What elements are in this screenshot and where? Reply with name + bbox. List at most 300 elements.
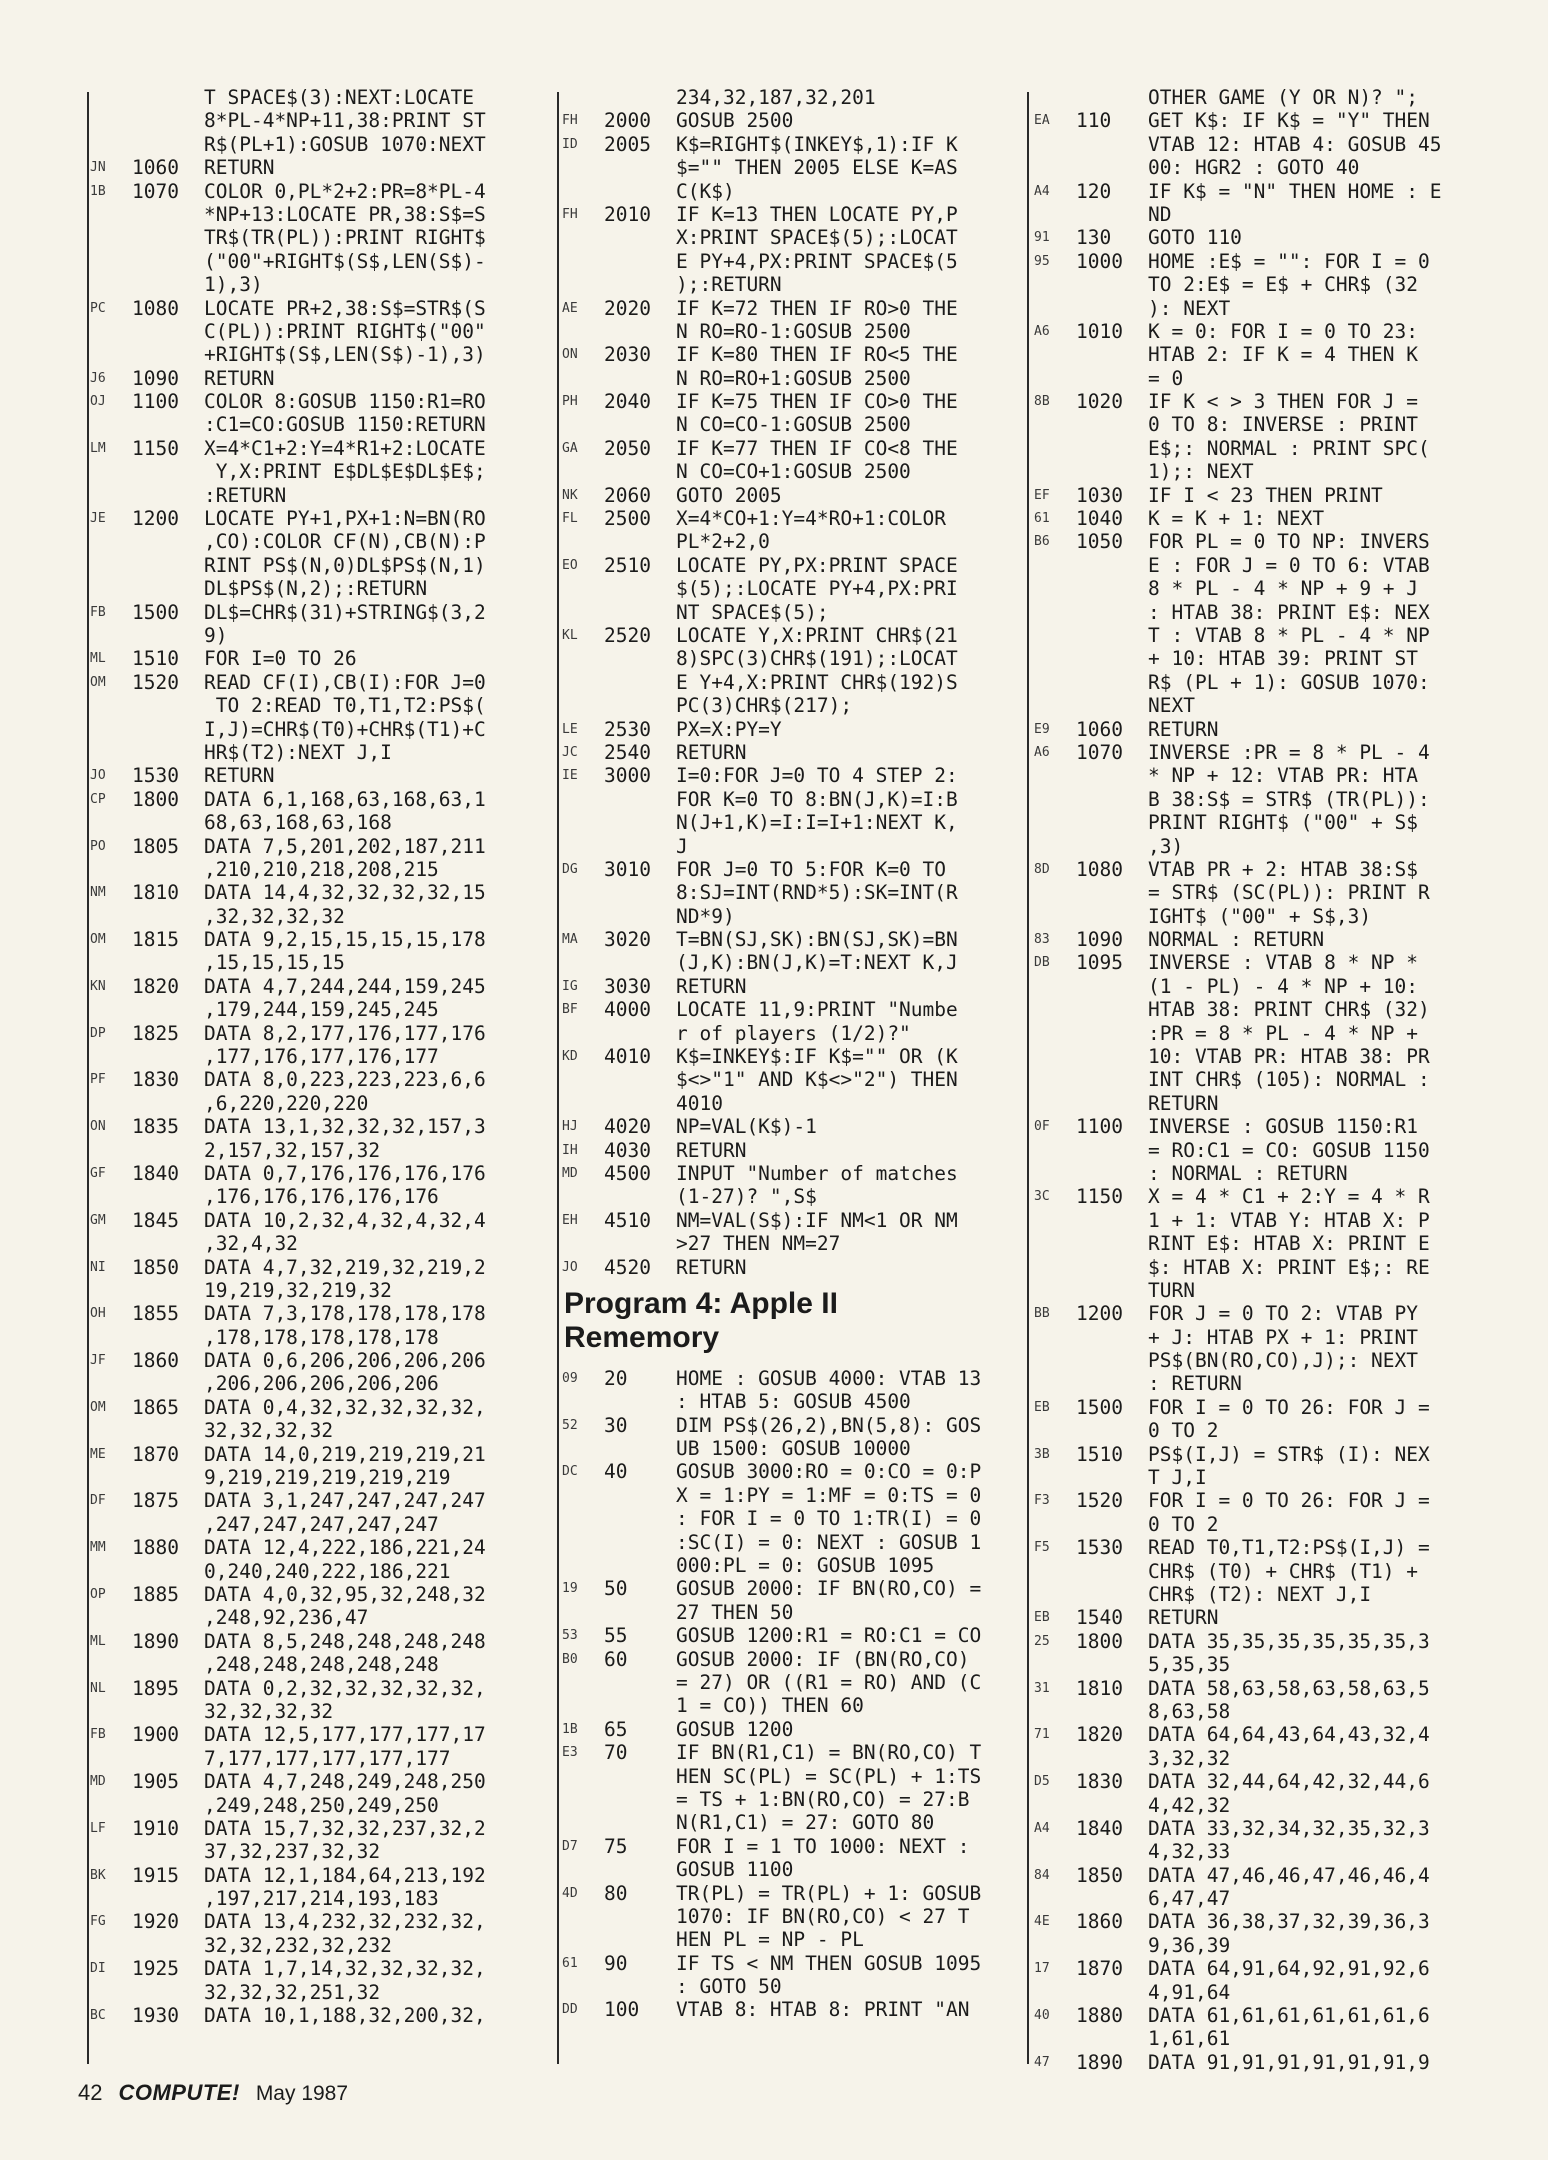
line-number: 1905 [132,1770,179,1794]
checksum: BC [90,2008,106,2024]
code-line [90,1162,550,1185]
code-line [562,320,1017,343]
code-text: 9) [204,623,228,647]
code-text: 00: HGR2 : GOTO 40 [1148,156,1360,180]
line-number: 70 [604,1741,628,1765]
line-number: 4000 [604,998,651,1022]
code-line [562,390,1017,413]
code-line [562,577,1017,600]
code-line [90,1653,550,1676]
code-line [562,1022,1017,1045]
code-text: DATA 61,61,61,61,61,61,6 [1148,2004,1430,2028]
line-number: 1520 [132,670,179,694]
column-rule-middle [557,92,559,2064]
code-line [1034,1349,1514,1372]
code-line [562,460,1017,483]
code-text: (1 - PL) - 4 * NP + 10: [1148,974,1419,998]
checksum: EO [562,557,578,573]
line-number: 4510 [604,1208,651,1232]
code-line [1034,1560,1514,1583]
code-line [562,694,1017,717]
code-text: NM=VAL(S$):IF NM<1 OR NM [676,1208,958,1232]
code-line [562,1390,1017,1413]
checksum: FL [562,511,578,527]
code-text: 5,35,35 [1148,1653,1231,1677]
code-line [1034,1817,1514,1840]
line-number: 1915 [132,1863,179,1887]
code-text: (J,K):BN(J,K)=T:NEXT K,J [676,951,958,975]
code-line [1034,1139,1514,1162]
code-line [1034,180,1514,203]
line-number: 1500 [132,600,179,624]
code-line [90,1115,550,1138]
code-line [1034,1630,1514,1653]
code-text: ,32,32,32,32 [204,904,345,928]
code-line [1034,1232,1514,1255]
code-text: GOTO 110 [1148,226,1242,250]
code-line [562,741,1017,764]
line-number: 1150 [132,436,179,460]
code-text: K$=INKEY$:IF K$="" OR (K [676,1045,958,1069]
listing-column-2 [562,86,1017,2022]
checksum: BF [562,1002,578,1018]
code-line [562,109,1017,132]
code-line [90,718,550,741]
code-line [1034,1045,1514,1068]
code-line [90,1723,550,1746]
code-text: DATA 8,5,248,248,248,248 [204,1629,486,1653]
checksum: ML [90,651,106,667]
code-line [1034,577,1514,600]
code-text: DATA 12,4,222,186,221,24 [204,1536,486,1560]
checksum: JF [90,1353,106,1369]
code-text: DATA 58,63,58,63,58,63,5 [1148,1676,1430,1700]
line-number: 1855 [132,1302,179,1326]
code-line [562,975,1017,998]
code-text: R$(PL+1):GOSUB 1070:NEXT [204,132,486,156]
code-text: 8)SPC(3)CHR$(191);:LOCAT [676,647,958,671]
line-number: 1050 [1076,530,1123,554]
checksum: EA [1034,113,1050,129]
code-text: INVERSE : VTAB 8 * NP * [1148,951,1419,975]
code-text: COLOR 8:GOSUB 1150:R1=RO [204,390,486,414]
code-text: GOSUB 2000: IF (BN(RO,CO) [676,1647,970,1671]
line-number: 1030 [1076,483,1123,507]
code-text: :SC(I) = 0: NEXT : GOSUB 1 [676,1530,982,1554]
code-text: DATA 10,1,188,32,200,32, [204,2004,486,2028]
code-text: IF K$ = "N" THEN HOME : E [1148,179,1442,203]
code-line [1034,1840,1514,1863]
code-text: E : FOR J = 0 TO 6: VTAB [1148,553,1430,577]
code-text: = RO:C1 = CO: GOSUB 1150 [1148,1138,1430,1162]
code-line [562,1624,1017,1647]
code-text: I=0:FOR J=0 TO 4 STEP 2: [676,764,958,788]
code-line [90,413,550,436]
line-number: 2500 [604,507,651,531]
code-line [562,413,1017,436]
code-line [562,998,1017,1021]
checksum: FH [562,206,578,222]
code-text: K = K + 1: NEXT [1148,507,1325,531]
checksum: PC [90,300,106,316]
code-line [90,133,550,156]
code-text: $(5);:LOCATE PY+4,PX:PRI [676,577,958,601]
code-line [562,1601,1017,1624]
code-line [90,1326,550,1349]
line-number: 60 [604,1647,628,1671]
code-text: ,32,4,32 [204,1232,298,1256]
code-line [1034,1256,1514,1279]
checksum: LF [90,1820,106,1836]
code-text: 6,47,47 [1148,1887,1231,1911]
code-line [1034,507,1514,530]
code-line [1034,1606,1514,1629]
code-line [1034,2004,1514,2027]
checksum: 3C [1034,1189,1050,1205]
code-text: NT SPACE$(5); [676,600,829,624]
line-number: 1530 [132,764,179,788]
code-line [90,1349,550,1372]
code-line [90,998,550,1021]
checksum: JN [90,160,106,176]
line-number: 20 [604,1366,628,1390]
line-number: 2540 [604,740,651,764]
code-line [1034,156,1514,179]
checksum: DC [562,1464,578,1480]
code-text: DATA 36,38,37,32,39,36,3 [1148,1910,1430,1934]
code-text: ,206,206,206,206,206 [204,1372,439,1396]
code-text: N RO=RO-1:GOSUB 2500 [676,319,911,343]
code-line [562,624,1017,647]
code-line [562,718,1017,741]
line-number: 1890 [132,1629,179,1653]
checksum: DD [562,2002,578,2018]
code-line [90,367,550,390]
code-line [90,601,550,624]
code-text: DATA 0,2,32,32,32,32,32, [204,1676,486,1700]
code-line [90,1957,550,1980]
issue-date: May 1987 [255,2082,349,2105]
line-number: 1900 [132,1723,179,1747]
code-line [562,1092,1017,1115]
line-number: 1840 [132,1161,179,1185]
code-line [1034,1162,1514,1185]
checksum: 47 [1034,2054,1050,2070]
code-text: 27 THEN 50 [676,1600,794,1624]
code-line [90,881,550,904]
line-number: 1100 [1076,1115,1123,1139]
code-text: VTAB 8: HTAB 8: PRINT "AN [676,1998,970,2022]
code-line [1034,1419,1514,1442]
code-line [1034,1466,1514,1489]
code-line [1034,460,1514,483]
code-text: 1 + 1: VTAB Y: HTAB X: P [1148,1208,1430,1232]
checksum: 09 [562,1370,578,1386]
code-line [562,226,1017,249]
code-text: HEN SC(PL) = SC(PL) + 1:TS [676,1764,982,1788]
line-number: 1090 [1076,928,1123,952]
line-number: 2005 [604,132,651,156]
line-number: 4520 [604,1255,651,1279]
code-line [1034,647,1514,670]
code-text: 1070: IF BN(RO,CO) < 27 T [676,1904,970,1928]
line-number: 1880 [132,1536,179,1560]
code-text: 19,219,32,219,32 [204,1278,392,1302]
code-text: CHR$ (T2): NEXT J,I [1148,1583,1372,1606]
code-text: );:RETURN [676,273,782,297]
code-text: GOSUB 2000: IF BN(RO,CO) = [676,1577,982,1601]
line-number: 1090 [132,366,179,390]
code-line [90,624,550,647]
code-text: = TS + 1:BN(RO,CO) = 27:B [676,1787,970,1811]
checksum: 8B [1034,394,1050,410]
code-line [1034,905,1514,928]
checksum: ML [90,1633,106,1649]
code-line [90,1068,550,1091]
line-number: 1830 [1076,1770,1123,1794]
checksum: NI [90,1259,106,1275]
checksum: DP [90,1025,106,1041]
code-line [1034,86,1514,109]
code-line [90,835,550,858]
code-line [90,1887,550,1910]
checksum: F5 [1034,1540,1050,1556]
checksum: 1B [562,1721,578,1737]
code-line [90,1770,550,1793]
code-line [90,1209,550,1232]
code-line [1034,811,1514,834]
code-text: HEN PL = NP - PL [676,1928,864,1952]
code-text: ,249,248,250,249,250 [204,1793,439,1817]
checksum: 61 [562,1955,578,1971]
code-line [1034,1887,1514,1910]
code-text: PC(3)CHR$(217); [676,694,853,718]
code-text: IF K=72 THEN IF RO>0 THE [676,296,958,320]
code-line [1034,1209,1514,1232]
code-line [1034,1747,1514,1770]
code-line [1034,1489,1514,1512]
code-text: DATA 33,32,34,32,35,32,3 [1148,1816,1430,1840]
checksum: FB [90,604,106,620]
code-text: 32,32,32,32 [204,1419,334,1443]
code-line [562,835,1017,858]
code-text: RETURN [204,764,275,788]
line-number: 1800 [132,787,179,811]
code-text: ,247,247,247,247,247 [204,1512,439,1536]
code-line [90,1677,550,1700]
code-text: X=4*C1+2:Y=4*R1+2:LOCATE [204,436,486,460]
code-line [1034,1770,1514,1793]
code-text: N(R1,C1) = 27: GOTO 80 [676,1811,935,1835]
code-line [90,203,550,226]
code-text: 10: VTAB PR: HTAB 38: PR [1148,1045,1430,1069]
line-number: 4500 [604,1161,651,1185]
listing-column-3 [1034,86,1514,2074]
code-text: $="" THEN 2005 ELSE K=AS [676,156,958,180]
checksum: OM [90,674,106,690]
line-number: 1095 [1076,951,1123,975]
code-line [90,1279,550,1302]
checksum: EH [562,1212,578,1228]
code-line [90,226,550,249]
code-text: DATA 4,7,244,244,159,245 [204,974,486,998]
checksum: 4E [1034,1914,1050,1930]
code-line [562,811,1017,834]
line-number: 2010 [604,202,651,226]
code-line [1034,788,1514,811]
checksum: DG [562,861,578,877]
line-number: 65 [604,1717,628,1741]
code-line [1034,718,1514,741]
line-number: 75 [604,1834,628,1858]
code-line [562,647,1017,670]
checksum: MD [90,1774,106,1790]
code-text: GOSUB 1200:R1 = RO:C1 = CO [676,1624,982,1648]
code-line [562,343,1017,366]
code-line [562,1232,1017,1255]
checksum: FG [90,1914,106,1930]
code-line [562,1788,1017,1811]
checksum: 25 [1034,1633,1050,1649]
code-line [562,180,1017,203]
code-text: :PR = 8 * PL - 4 * NP + [1148,1021,1419,1045]
code-text: FOR K=0 TO 8:BN(J,K)=I:B [676,787,958,811]
code-line [562,1905,1017,1928]
code-line [1034,1302,1514,1325]
code-line [562,1484,1017,1507]
code-line [90,1794,550,1817]
code-text: DATA 4,0,32,95,32,248,32 [204,1583,486,1606]
code-line [562,1507,1017,1530]
checksum: E3 [562,1745,578,1761]
code-text: DATA 0,4,32,32,32,32,32, [204,1395,486,1419]
code-line [1034,1957,1514,1980]
checksum: 53 [562,1628,578,1644]
code-text: 4010 [676,1091,723,1115]
code-text: LOCATE PY,PX:PRINT SPACE [676,553,958,577]
code-text: 1 = CO)) THEN 60 [676,1694,864,1718]
checksum: A6 [1034,323,1050,339]
code-text: GOSUB 3000:RO = 0:CO = 0:P [676,1460,982,1484]
code-text: NORMAL : RETURN [1148,928,1325,952]
checksum: JO [90,768,106,784]
line-number: 4020 [604,1115,651,1139]
checksum: GM [90,1212,106,1228]
code-text: PS$(BN(RO,CO),J);: NEXT [1148,1349,1419,1373]
checksum: 0F [1034,1119,1050,1135]
code-text: 8*PL-4*NP+11,38:PRINT ST [204,109,486,133]
checksum: E9 [1034,721,1050,737]
code-text: RETURN [1148,1091,1219,1115]
code-text: ND [1148,202,1172,226]
code-text: K$=RIGHT$(INKEY$,1):IF K [676,132,958,156]
checksum: 19 [562,1581,578,1597]
code-text: IF K=80 THEN IF RO<5 THE [676,343,958,367]
code-text: DATA 1,7,14,32,32,32,32, [204,1957,486,1981]
code-text: ,248,92,236,47 [204,1606,369,1630]
code-text: 1,61,61 [1148,2027,1231,2051]
checksum: 17 [1034,1961,1050,1977]
code-text: HTAB 2: IF K = 4 THEN K [1148,343,1419,367]
code-text: 4,91,64 [1148,1980,1231,2004]
code-line [1034,2027,1514,2050]
line-number: 2040 [604,390,651,414]
line-number: 2000 [604,109,651,133]
code-text: +RIGHT$(S$,LEN(S$)-1),3) [204,343,486,367]
line-number: 1510 [132,647,179,671]
code-text: TO 2:E$ = E$ + CHR$ (32 [1148,273,1419,297]
code-line [1034,554,1514,577]
code-line [1034,1723,1514,1746]
code-text: DATA 9,2,15,15,15,15,178 [204,928,486,952]
code-line [90,1022,550,1045]
code-text: DATA 13,1,32,32,32,157,3 [204,1115,486,1139]
code-line [1034,320,1514,343]
code-text: ,179,244,159,245,245 [204,998,439,1022]
line-number: 2030 [604,343,651,367]
magazine-name: COMPUTE! [118,2080,240,2105]
code-line [1034,1513,1514,1536]
checksum: EF [1034,487,1050,503]
code-text: 32,32,32,251,32 [204,1980,381,2004]
code-text: E Y+4,X:PRINT CHR$(192)S [676,670,958,694]
checksum: OP [90,1587,106,1602]
line-number: 1080 [132,296,179,320]
line-number: 1080 [1076,857,1123,881]
code-text: FOR I = 1 TO 1000: NEXT : [676,1834,970,1858]
code-text: : HTAB 5: GOSUB 4500 [676,1390,911,1414]
line-number: 2530 [604,717,651,741]
code-line [1034,133,1514,156]
checksum: LE [562,721,578,737]
code-line [562,1928,1017,1951]
code-line [562,1741,1017,1764]
checksum: ON [90,1119,106,1135]
code-line [1034,343,1514,366]
code-text: IF K=77 THEN IF CO<8 THE [676,436,958,460]
code-text: DATA 7,5,201,202,187,211 [204,834,486,858]
code-text: :C1=CO:GOSUB 1150:RETURN [204,413,486,437]
line-number: 1510 [1076,1442,1123,1466]
code-line [1034,928,1514,951]
code-text: : GOTO 50 [676,1975,782,1999]
line-number: 1860 [132,1349,179,1373]
code-line [90,1910,550,1933]
checksum: MM [90,1540,106,1556]
line-number: 1870 [1076,1957,1123,1981]
line-number: 2520 [604,623,651,647]
line-number: 1520 [1076,1489,1123,1513]
code-text: : FOR I = 0 TO 1:TR(I) = 0 [676,1507,982,1531]
code-line [1034,1185,1514,1208]
code-line [1034,624,1514,647]
code-line [562,530,1017,553]
code-text: DATA 35,35,35,35,35,35,3 [1148,1629,1430,1653]
code-line [562,1811,1017,1834]
code-line [90,507,550,530]
code-line [562,1765,1017,1788]
code-text: DL$PS$(N,2);:RETURN [204,577,428,601]
code-text: DATA 0,6,206,206,206,206 [204,1349,486,1373]
code-text: INT CHR$ (105): NORMAL : [1148,1068,1430,1092]
code-text: = 27) OR ((R1 = RO) AND (C [676,1671,982,1694]
code-text: ,3) [1148,834,1184,858]
code-text: LOCATE 11,9:PRINT "Numbe [676,998,958,1022]
code-line [90,1934,550,1957]
code-line [1034,1794,1514,1817]
code-line [562,1531,1017,1554]
checksum: GA [562,440,578,456]
